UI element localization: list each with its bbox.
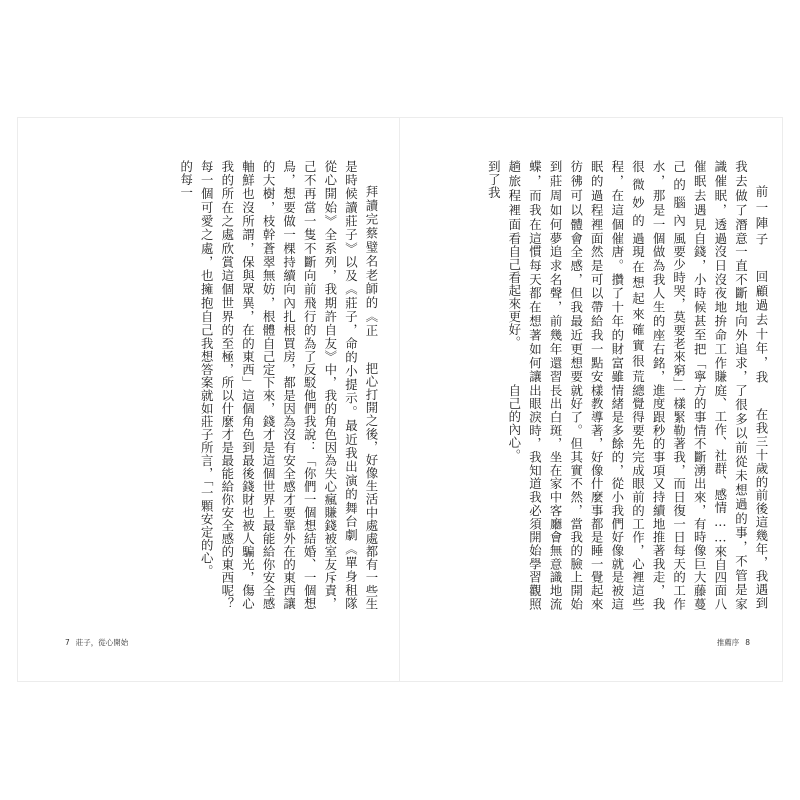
right-paragraph-2: 回顧過去十年，我一直不斷地向外追求，沒日沒夜地拚命工作賺錢，小時候甚至把「寧要少時哭，莫要老來窮」做為我人生的座右銘，現在想起來確實很荒唐。攢了十年的財富雖然是可以帶給我一點安全感，但我最近更想要追求名聲，前幾年還習慣每天都在想著如何讓自己看起來更好。: [506, 245, 769, 384]
right-paragraph-3: 前一陣子我去做了潛意識催眠，透過催眠去遇見自己的腦內風水，那是一個很微妙的過程，在這個催眠的過程裡面彷彿可以體會到莊周如何夢蝶，而我在這趟旅程裡面看到了我: [486, 160, 769, 246]
right-page-folio: [717, 637, 756, 648]
left-page-folio: [65, 637, 134, 648]
left-page-number: 7: [65, 638, 70, 647]
right-running-title: 推薦序: [716, 638, 740, 647]
left-paragraph-1: 把心打開之後，好像生活中處處都有一些生命的小提示。最近我出演的舞台劇《單身租隊友》中，我的角色因為失心瘋賺錢被室友斥責，為了反駁他們我說：「你們一個想結婚、一個想買房，都是因為沒有安全感才要靠外在的東西讓自己定下來，錢才是這個世界上最能給你安全感的東西」這個角色到最後錢財也被人騙光，傷心至極，所以什麼才是最能給你安全感的東西呢？我想答案就如莊子所言，「一顆安定的心。: [199, 336, 379, 610]
left-running-title: 莊子，從心開始: [75, 638, 129, 647]
right-page-number: 8: [745, 638, 750, 647]
left-page: [18, 118, 400, 681]
right-page-text: [421, 160, 771, 610]
right-paragraph-1: 在我三十歲的前後這幾年，我遇到了很多以前從未想過的事，不管是家庭、工作、社群、感情……來自四面八方的事情不斷湧出來，有時像巨大藤蔓一樣緊勒著我，而日復一日每天的工作進度跟秒的事項又持續地推著我走，我總覺得要先完成眼前的工作，心裡這些情緒是多餘的，從小我們好像就是被這樣教導著，好像什麼事都是睡一覺起來就好了。但其實不然，當我的臉上開始長出白斑，坐在家中客廳會無意識地流出眼淚時，我知道我必須開始學習觀照自己的內心。: [506, 383, 769, 610]
left-page-text: [48, 160, 381, 610]
book-spread: [18, 118, 782, 681]
left-paragraph-2: 拜讀完蔡璧名老師的《正是時候讀莊子》以及《莊子，從心開始》全系列，我期許自己不再當一隻不斷向前飛行的鳥，想要做一棵持續向內扎根的大樹，枝幹蒼翠無妨，根體軸鮮也沒所謂，保與眾異，在我的所在之處欣賞這個世界的每一個可愛之處，也擁抱自己的每一: [178, 160, 379, 337]
right-page: [400, 118, 782, 681]
